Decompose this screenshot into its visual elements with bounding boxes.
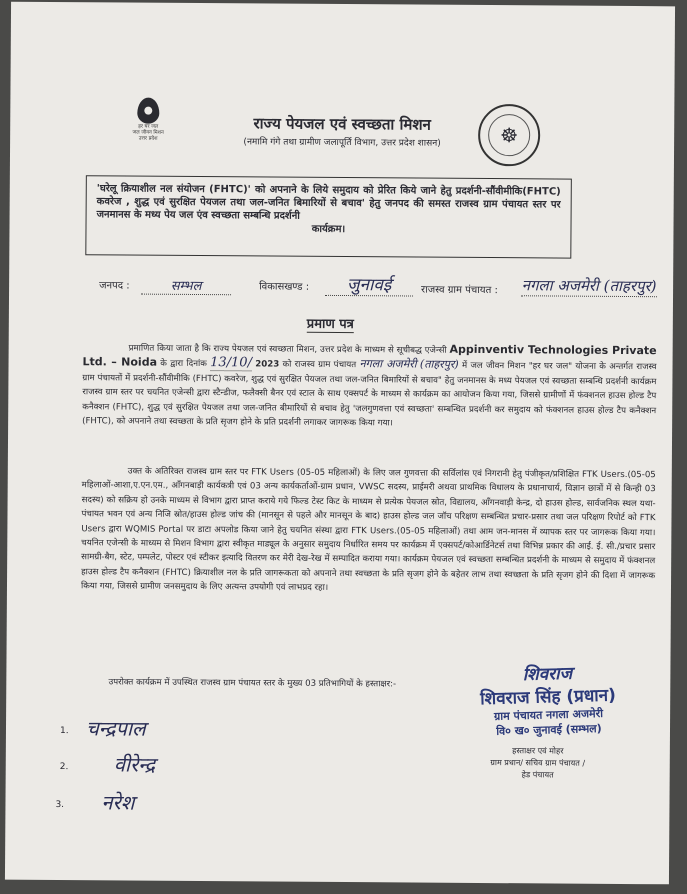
stamp-line1: शिवराज सिंह (प्रधान) — [479, 685, 617, 710]
signatories-intro: उपरोक्त कार्यक्रम में उपस्थित राजस्व ग्राम पंचायत स्तर के मुख्य 03 प्रतिभागियों के हस्ताक्षर:- — [108, 677, 397, 690]
subject-box — [85, 175, 572, 258]
paragraph-2: उक्त के अतिरिक्त राजस्व ग्राम स्तर पर FTK Users (05-05 महिलाओं) के लिए जल गुणवत्ता की सर्विलांस एवं निगरानी हेतु पंजीकृत/प्रशिक्षित FTK Users.(05-05 महिलाओं-आशा,ए.एन.एम., आँगनबाड़ी कार्यकत्री एवं 03 अन्य कार्यकर्ताओं-ग्राम प्रधान, VWSC सदस्य, प्राईमरी अथवा प्राथमिक विधालय के प्रधानाचार्य, विज्ञान छात्रों में से किन्ही 03 सदस्य) को सक्रिय हो उनके माध्यम से विभाग द्वारा प्राप्त कराये गये फिल्ड टेस्ट किट के माध्यम से प्रत्येक पेयजल स्रोत, विद्यालय, आँगनवाड़ी केन्द्र, दो हाउस होल्ड, सार्वजनिक स्थल यथा-पंचायत भवन एवं अन्य निजि स्रोत/हाउस होल्ड जांच की (मानसून से पहले और मानसून के बाद) हाउस होल्ड जल जॉच परिक्षण सम्बन्धित प्रचार-प्रसार तथा जल परिक्षण रिपोर्ट को FTK Users द्वारा WQMIS Portal पर डाटा अपलोड किया जाने हेतु चयनित संस्था द्वारा FTK Users.(05-05 महिलाओं) तथा आम जन-मानस में व्यापक स्तर पर जागरूक किया गया। चयनित एजेन्सी के माध्यम से मिशन विभाग द्वारा स्वीकृत माड्यूल के अनुसार समुदाय निर्धारित समय पर कार्यक्रम में एक्सपर्ट/कोआर्डिनेटर्स तथा विभिन्न प्रकार की आई. ई. सी./प्रचार प्रसार सामग्री-बैग, स्टेट, पम्पलेट, पोस्टर एवं स्टीकर इत्यादि वितरण कर मेरी देख-रेख में सम्पादित कराया गया। कार्यक्रम पेयजल एवं स्वच्छता सम्बन्धित प्रदर्शनी के माध्यम से समुदाय में फंक्शनल हाउस होल्ड टैप कनैक्शन (FHTC) क्रियाशील नल के प्रति जागरूकता को अपनाने तथा स्वच्छता के प्रति सृजग होने के बहेतर लाभ तथा स्वच्छता के प्रति सृजग होने की दिशा में जागरूक किया गया, जिससे ग्रामीण जनसमुदाय के लिए अत्यन्त उपयोगी एवं लाभप्रद रहा। — [80, 466, 656, 594]
district-value-line — [141, 276, 231, 296]
district-value: सम्भल — [170, 278, 202, 295]
caption-line2: ग्राम प्रधान/ सचिव ग्राम पंचायत / — [490, 758, 586, 768]
para1-body: में जल जीवन मिशन "हर घर जल" योजना के अन्तर्गत राजस्व ग्राम पंचायतों में प्रदर्शनी-सौंवीमीकि (FHTC) कवरेज, शुद्ध एवं सुरक्षित पेयजल तथा जल-जनित बिमारियों से बचाव" हेतु जनमानस के मध्य पेयजल एवं स्वच्छता सम्बन्धि प्रदर्शनी कार्यक्रम राजस्व ग्राम स्तर पर चयनित एजेन्सी द्वारा स्टैन्डीज, फलैक्सी बैनर एवं स्टाल के साथ एक्सपर्ट के माध्यम से कार्यक्रम का आयोजन किया गया, जिससे ग्रामीणों में फंक्शनल हाउस होल्ड टैप कनैक्शन (FHTC), शुद्ध एवं सुरक्षित पेयजल तथा जल-जनित बीमारियों से बचाव हेतु 'जलगुणवत्ता एवं स्वच्छता' सम्बन्धित प्रदर्शनी कर समुदाय को फंक्शनल हाउस होल्ड टैप कनैक्शन (FHTC), को अपनाने तथा स्वच्छता के प्रति सृजग होने के प्रति प्रदर्शनी लगाकर जागरूक किया गया। — [82, 361, 657, 429]
header-subtitle: (नमामि गंगे तथा ग्रामीण जलापूर्ति विभाग, उत्तर प्रदेश शासन) — [243, 137, 441, 149]
logo-line: जल जीवन मिशन — [132, 129, 164, 136]
logo-line: उत्तर प्रदेश — [138, 135, 158, 142]
signatory-number: 1. — [59, 726, 69, 737]
certificate-title: प्रमाण पत्र — [307, 314, 354, 333]
subject-line2: कार्यक्रम। — [311, 223, 346, 236]
stamp-line2: ग्राम पंचायत नगला अजमेरी — [493, 706, 604, 723]
up-government-emblem — [478, 104, 540, 166]
header-title: राज्य पेयजल एवं स्वच्छता मिशन — [253, 114, 431, 134]
certificate-document — [5, 2, 675, 885]
signatory-number: 2. — [59, 762, 69, 773]
block-label: विकासखण्ड : — [259, 281, 310, 293]
pradhan-signature: शिवराज — [522, 663, 573, 686]
agency-name: Appinventiv Technologies Private Ltd. – Noida — [82, 342, 657, 370]
para1-mid2: को राजस्व ग्राम पंचायत — [282, 360, 357, 371]
caption-line1: हस्ताक्षर एवं मोहर — [512, 746, 564, 756]
date-year: 2023 — [255, 359, 280, 370]
block-value: जुनावई — [346, 275, 392, 296]
block-value-line — [325, 272, 413, 297]
village-value-2: (ताहरपुर) — [419, 357, 459, 372]
pradhan-stamp — [453, 659, 643, 746]
para1-mid1: के द्वारा दिनांक — [160, 359, 207, 370]
para1-lead: प्रमाणित किया जाता है कि राज्य पेयजल एवं स्वच्छता मिशन, उत्तर प्रदेश के माध्यम से सूचीबद्ध एजेन्सी — [128, 343, 447, 356]
panchayat-label: राजस्व ग्राम पंचायत : — [421, 284, 498, 297]
signature-1: चन्द्रपाल — [85, 716, 146, 741]
emblem-icon: ☸ — [488, 114, 530, 156]
signature-2: वीरेन्द्र — [113, 752, 156, 777]
panchayat-value-line — [521, 275, 657, 297]
district-label: जनपद : — [99, 280, 130, 292]
paragraph-1 — [82, 340, 657, 432]
signatory-number: 3. — [55, 800, 65, 811]
panchayat-value: नगला अजमेरी (ताहरपुर) — [521, 276, 657, 296]
date-value: 13/10/ — [210, 355, 253, 371]
signature-caption — [438, 745, 638, 782]
village-value: नगला अजमेरी — [359, 357, 417, 371]
stamp-line3: वि० ख० जुनावई (सम्भल) — [496, 721, 602, 738]
caption-line3: हेड पंचायत — [521, 770, 554, 780]
subject-line1: 'घरेलू क्रियाशील नल संयोजन (FHTC)' को अपनाने के लिये समुदाय को प्रेरित किये जाने हेतु प्रदर्शनी-सौंवीमीकि(FHTC) कवरेज , शुद्ध एवं सुरक्षित पेयजल तथा जल-जनित बिमारियों से बचाव' हेतु जनपद की समस्त राजस्व ग्राम पंचायत स्तर पर जनमानस के मध्य पेय जल एंव स्वच्छता सम्बन्धि प्रदर्शनी — [96, 183, 561, 222]
location-fields — [99, 272, 659, 302]
logo-line: हर घर जल — [138, 123, 159, 130]
signature-3: नरेश — [101, 790, 135, 815]
